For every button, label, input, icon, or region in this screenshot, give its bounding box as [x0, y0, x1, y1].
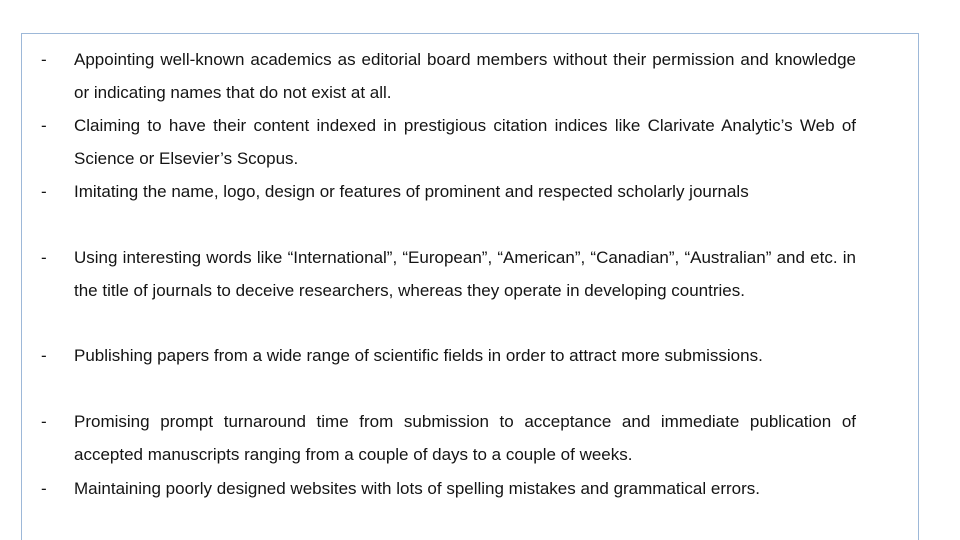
bullet-marker: - [41, 346, 47, 365]
bullet-marker: - [41, 248, 47, 267]
bullet-marker: - [41, 182, 47, 201]
bullet-marker: - [41, 412, 47, 431]
list-item-text: Appointing well-known academics as editorial board members without their permission and knowledge or indicating names that do not exist at all. [74, 50, 856, 102]
list-item-text: Promising prompt turnaround time from submission to acceptance and immediate publication of accepted manuscripts ranging from a couple of days to a couple of weeks. [74, 412, 856, 464]
list-item-text: Publishing papers from a wide range of scientific fields in order to attract more submissions. [74, 346, 763, 365]
bullet-marker: - [41, 116, 47, 135]
list-item-text: Using interesting words like “International”, “European”, “American”, “Canadian”, “Australian” and etc. in the title of journals to deceive researchers, whereas they operate in developing countries. [74, 248, 856, 300]
list-item-text: Claiming to have their content indexed in prestigious citation indices like Clarivate Analytic’s Web of Science or Elsevier’s Scopus. [74, 116, 856, 168]
bullet-marker: - [41, 50, 47, 69]
list-item-text: Maintaining poorly designed websites with lots of spelling mistakes and grammatical errors. [74, 479, 760, 498]
list-item-text: Imitating the name, logo, design or features of prominent and respected scholarly journals [74, 182, 749, 201]
bullet-marker: - [41, 479, 47, 498]
